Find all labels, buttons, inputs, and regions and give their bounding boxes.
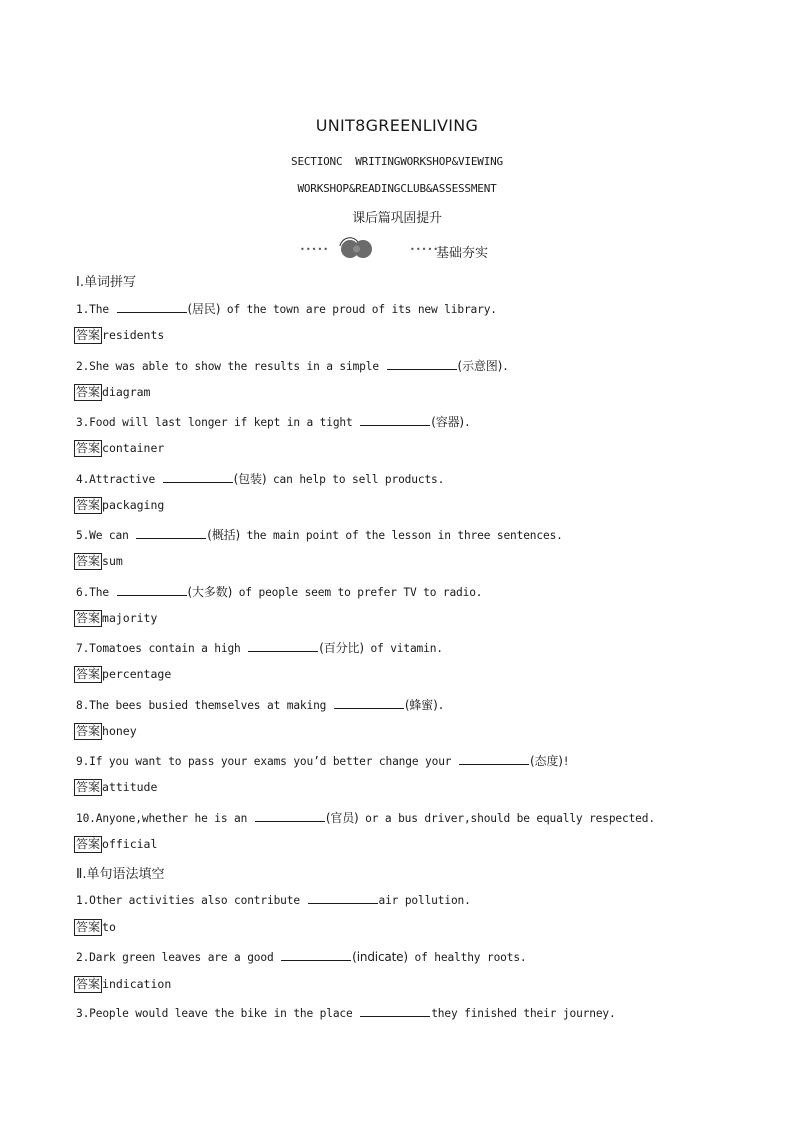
question-text: . — [463, 416, 471, 429]
question-text: 9.If you want to pass your exams you’d better change your — [76, 755, 458, 768]
question-text: of healthy roots. — [407, 950, 527, 964]
question-item — [76, 413, 471, 430]
answer-text: sum — [102, 554, 123, 568]
answer-text: indication — [102, 976, 172, 991]
answer-blank — [360, 414, 430, 426]
question-item — [76, 892, 471, 907]
answer-blank — [255, 810, 325, 822]
answer-blank — [163, 471, 233, 483]
answer-text: to — [102, 920, 116, 934]
question-hint: (概括) — [207, 528, 241, 542]
answer-blank — [248, 640, 318, 652]
double-circle-icon — [334, 236, 378, 260]
answer-row — [74, 497, 164, 514]
question-item — [76, 696, 444, 713]
answer-blank — [387, 358, 457, 370]
section2-heading: Ⅱ.单句语法填空 — [76, 867, 165, 882]
question-text: they finished their journey. — [431, 1007, 616, 1020]
answer-label: 答案 — [76, 497, 101, 512]
banner-label: 基础夯实 — [436, 246, 489, 261]
answer-text: container — [102, 441, 165, 455]
question-text: 5.We can — [76, 529, 136, 542]
question-text: 8.The bees busied themselves at making — [76, 698, 333, 712]
section-subtitle-line2: WORKSHOP&READINGCLUB&ASSESSMENT — [297, 182, 497, 195]
question-hint: (包装) — [233, 471, 267, 486]
section1-heading: Ⅰ.单词拼写 — [76, 275, 136, 290]
question-text: ! — [562, 755, 570, 768]
question-text: or a bus driver,should be equally respected. — [358, 811, 655, 825]
answer-blank — [117, 301, 187, 313]
question-text: . — [502, 359, 509, 373]
answer-text: residents — [102, 328, 165, 342]
question-text: 10.Anyone,whether he is an — [76, 811, 254, 825]
section-subtitle-line1: SECTIONC WRITINGWORKSHOP&VIEWING — [291, 155, 503, 168]
answer-row — [74, 919, 116, 936]
answer-row — [74, 610, 157, 627]
answer-label: 答案 — [76, 554, 101, 568]
question-text: . — [437, 698, 445, 712]
answer-row — [74, 779, 157, 796]
answer-text: percentage — [102, 667, 172, 681]
answer-blank — [334, 697, 404, 709]
question-item — [76, 752, 569, 769]
answer-blank — [360, 1005, 430, 1017]
answer-text: diagram — [102, 384, 151, 399]
answer-row — [74, 836, 157, 853]
section-subtitle-line3: 课后篇巩固提升 — [352, 211, 442, 226]
question-text: 2.Dark green leaves are a good — [76, 950, 281, 964]
question-item — [76, 1005, 616, 1020]
answer-text: packaging — [102, 497, 165, 512]
question-hint: (容器) — [431, 415, 464, 429]
banner-dots-left: ••••• — [300, 245, 330, 254]
question-hint: (居民) — [187, 302, 221, 316]
answer-label: 答案 — [76, 667, 101, 681]
question-hint: (百分比) — [319, 641, 364, 655]
question-item — [76, 470, 444, 487]
answer-label: 答案 — [76, 920, 101, 934]
answer-label: 答案 — [76, 836, 101, 851]
question-item — [76, 809, 655, 826]
question-hint: (官员) — [325, 810, 359, 825]
question-hint: (态度) — [529, 754, 563, 768]
question-hint: (indicate) — [352, 949, 408, 964]
question-text: the main point of the lesson in three sentences. — [240, 529, 563, 542]
answer-row — [74, 723, 137, 740]
answer-label: 答案 — [76, 976, 101, 991]
question-text: 2.She was able to show the results in a simple — [76, 359, 386, 373]
question-text: of the town are proud of its new library. — [220, 303, 497, 316]
answer-text: attitude — [102, 780, 158, 794]
answer-blank — [459, 753, 529, 765]
question-text: 4.Attractive — [76, 472, 162, 486]
answer-label: 答案 — [76, 441, 101, 455]
answer-row — [74, 666, 171, 683]
question-text: can help to sell products. — [266, 472, 445, 486]
answer-row — [74, 440, 164, 457]
question-hint: (蜂蜜) — [404, 697, 438, 712]
answer-row — [74, 384, 150, 401]
question-item — [76, 300, 497, 317]
answer-label: 答案 — [76, 780, 101, 794]
answer-row — [74, 553, 123, 570]
question-text: air pollution. — [378, 894, 471, 907]
page-title: UNIT8GREENLIVING — [315, 116, 479, 135]
question-text: 7.Tomatoes contain a high — [76, 642, 248, 655]
question-text: 1.Other activities also contribute — [76, 894, 307, 907]
question-item — [76, 583, 482, 600]
question-text: of vitamin. — [363, 642, 443, 655]
answer-text: majority — [102, 610, 158, 625]
answer-label: 答案 — [76, 610, 101, 625]
answer-label: 答案 — [76, 328, 101, 342]
question-text: 3.Food will last longer if kept in a tight — [76, 416, 360, 429]
answer-blank — [308, 892, 378, 904]
answer-text: official — [102, 836, 158, 851]
question-item — [76, 357, 509, 374]
answer-text: honey — [102, 723, 137, 738]
question-text: of people seem to prefer TV to radio. — [232, 585, 483, 599]
question-item — [76, 639, 443, 656]
answer-blank — [117, 584, 187, 596]
answer-row — [74, 327, 164, 344]
answer-label: 答案 — [76, 384, 101, 399]
answer-blank — [281, 949, 351, 961]
level-banner — [298, 236, 518, 260]
question-item — [76, 949, 527, 964]
question-item — [76, 526, 563, 543]
question-text: 6.The — [76, 585, 116, 599]
answer-blank — [136, 527, 206, 539]
question-text: 1.The — [76, 303, 116, 316]
answer-row — [74, 976, 171, 993]
question-hint: (大多数) — [187, 584, 233, 599]
question-text: 3.People would leave the bike in the place — [76, 1007, 360, 1020]
question-hint: (示意图) — [457, 358, 503, 373]
banner-dots-right: ••••• — [410, 245, 440, 254]
answer-label: 答案 — [76, 723, 101, 738]
